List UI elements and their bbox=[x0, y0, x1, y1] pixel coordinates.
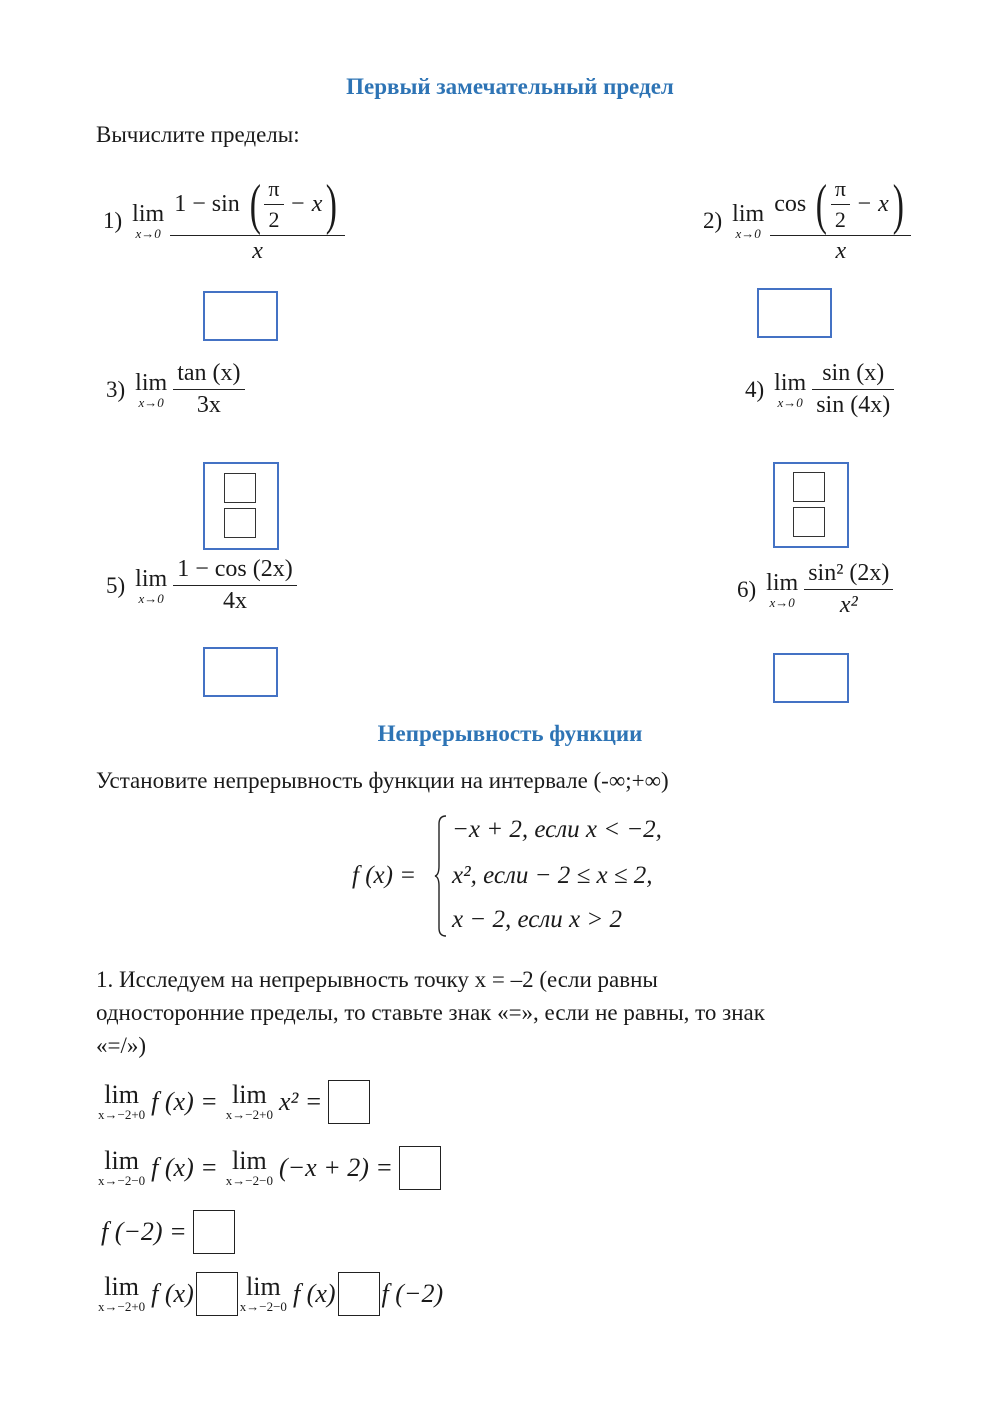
lim-operator: lim x→0 bbox=[774, 369, 807, 410]
answer-box-left-limit[interactable] bbox=[399, 1146, 441, 1190]
section-title-continuity: Непрерывность функции bbox=[377, 721, 643, 746]
problem-5-label: 5) bbox=[106, 572, 126, 598]
lim-operator: lim x→0 bbox=[732, 200, 765, 241]
lim-operator: lim x→−2+0 bbox=[98, 1272, 146, 1314]
comparison-sign-box-1[interactable] bbox=[196, 1272, 238, 1316]
piecewise-function bbox=[352, 812, 752, 942]
problem-5 bbox=[106, 556, 297, 615]
answer-box-3-numerator[interactable] bbox=[224, 473, 256, 503]
lim-operator: lim x→−2+0 bbox=[98, 1080, 146, 1122]
answer-box-2[interactable] bbox=[757, 288, 832, 338]
piecewise-case-1: −x + 2, если x < −2, bbox=[452, 816, 662, 843]
piecewise-case-3: x − 2, если x > 2 bbox=[452, 906, 622, 933]
answer-box-3 bbox=[203, 462, 279, 550]
answer-box-4-denominator[interactable] bbox=[793, 507, 825, 537]
task-1-line-2: односторонние пределы, то ставьте знак «=», если не равны, то знак bbox=[96, 1000, 765, 1025]
instruction-continuity: Установите непрерывность функции на интервале (-∞;+∞) bbox=[96, 768, 669, 793]
lim-operator: lim x→−2+0 bbox=[225, 1080, 273, 1122]
lim-operator: lim x→0 bbox=[135, 369, 168, 410]
answer-box-6[interactable] bbox=[773, 653, 849, 703]
problem-6-label: 6) bbox=[737, 576, 757, 602]
answer-box-f-minus-2[interactable] bbox=[193, 1210, 235, 1254]
problem-4-label: 4) bbox=[745, 376, 765, 402]
instruction-compute-limits: Вычислите пределы: bbox=[96, 122, 300, 147]
answer-box-4 bbox=[773, 462, 849, 548]
task-1-text bbox=[96, 963, 765, 1062]
problem-6 bbox=[737, 560, 893, 619]
problem-2-label: 2) bbox=[703, 207, 723, 233]
equation-left-limit: lim x→−2−0 f (x) = lim x→−2−0 (−x + 2) = bbox=[98, 1146, 443, 1190]
lim-operator: lim x→−2−0 bbox=[239, 1272, 287, 1314]
problem-3-label: 3) bbox=[106, 376, 126, 402]
task-1-line-3: «=/») bbox=[96, 1033, 147, 1058]
problem-3 bbox=[106, 360, 245, 419]
piecewise-lhs: f (x) = bbox=[352, 862, 417, 889]
problem-4 bbox=[745, 360, 894, 419]
answer-box-1[interactable] bbox=[203, 291, 278, 341]
lim-operator: lim x→0 bbox=[135, 565, 168, 606]
problem-2 bbox=[703, 173, 911, 265]
lim-operator: lim x→0 bbox=[766, 569, 799, 610]
task-1-line-1: 1. Исследуем на непрерывность точку x = –2 (если равны bbox=[96, 967, 658, 992]
answer-box-5[interactable] bbox=[203, 647, 278, 697]
problem-1-fraction: 1 − sin ( $\frac{\pi}{2}$ − x ) x bbox=[170, 176, 345, 265]
lim-operator: lim x→−2−0 bbox=[98, 1146, 146, 1188]
problem-4-fraction: $\frac{\sin (x)}{\sin (4x)}$ bbox=[812, 360, 894, 419]
lim-operator: lim x→0 bbox=[132, 200, 165, 241]
comparison-sign-box-2[interactable] bbox=[338, 1272, 380, 1316]
equation-comparison: lim x→−2+0 f (x) lim x→−2−0 f (x) f (−2) bbox=[98, 1272, 444, 1314]
left-brace-icon bbox=[434, 814, 448, 938]
problem-1-label: 1) bbox=[103, 207, 123, 233]
problem-2-fraction: cos ( $\frac{\pi}{2}$ − x ) x bbox=[770, 176, 911, 265]
problem-6-fraction: $\frac{\text{sin² (2x)}}{\text{x²}}$ bbox=[804, 560, 893, 619]
answer-box-right-limit[interactable] bbox=[328, 1080, 370, 1124]
lim-operator: lim x→−2−0 bbox=[225, 1146, 273, 1188]
problem-1 bbox=[103, 173, 345, 265]
problem-5-fraction: $\frac{1 - \cos (2x)}{4x}$ bbox=[173, 556, 297, 615]
answer-box-4-numerator[interactable] bbox=[793, 472, 825, 502]
piecewise-case-2: x², если − 2 ≤ x ≤ 2, bbox=[452, 862, 653, 889]
equation-f-minus-2: f (−2) = bbox=[101, 1210, 237, 1254]
problem-3-fraction: $\frac{\tan (x)}{3x}$ bbox=[173, 360, 244, 419]
answer-box-3-denominator[interactable] bbox=[224, 508, 256, 538]
section-title-first-limit: Первый замечательный предел bbox=[346, 74, 674, 99]
equation-right-limit: lim x→−2+0 f (x) = lim x→−2+0 x² = bbox=[98, 1080, 372, 1124]
